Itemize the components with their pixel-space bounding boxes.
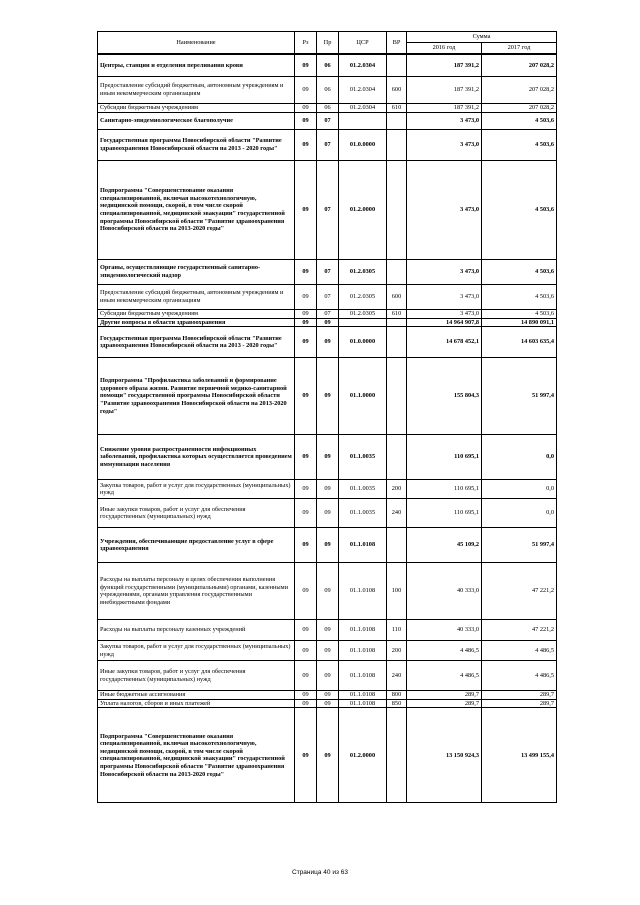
row-vr: 850 [387,699,407,708]
header-year-2016: 2016 год [407,43,482,54]
row-rz: 09 [295,691,317,700]
row-sum-2016: 3 473,0 [407,161,482,260]
row-vr: 200 [387,641,407,661]
table-row [98,285,557,310]
row-vr: 240 [387,661,407,691]
table-row [98,563,557,620]
row-sum-2017: 51 997,4 [482,528,557,563]
row-sum-2016: 289,7 [407,691,482,700]
row-sum-2017: 4 486,5 [482,641,557,661]
row-name: Подпрограмма "Совершенствование оказания специализированной, включая высокотехнологичную, медицинской помощи, скорой, в том числе скорой специализированной, медицинской эвакуации" государственной программы Новосибирской области "Развитие здравоохранения Новосибирской области на 2013-2020 годы" [98,708,295,803]
row-rz: 09 [295,641,317,661]
row-csr: 01.1.0035 [339,499,387,528]
page-footer: Страница 40 из 63 [292,869,348,876]
row-rz: 09 [295,358,317,435]
row-vr [387,161,407,260]
row-vr [387,358,407,435]
table-row [98,260,557,285]
row-name: Государственная программа Новосибирской области "Развитие здравоохранения Новосибирской области на 2013 - 2020 годы" [98,130,295,161]
row-vr [387,260,407,285]
table-row [98,113,557,130]
row-csr: 01.1.0108 [339,641,387,661]
row-sum-2017: 207 028,2 [482,55,557,77]
row-csr: 01.2.0304 [339,77,387,104]
header-name: Наименование [98,32,295,54]
row-vr [387,113,407,130]
row-vr: 610 [387,310,407,319]
row-sum-2017: 51 997,4 [482,358,557,435]
row-sum-2016: 155 804,3 [407,358,482,435]
table-row [98,699,557,708]
table-body [98,54,557,803]
row-rz: 09 [295,113,317,130]
budget-table [97,31,557,803]
row-name: Учреждения, обеспечивающие предоставление услуг в сфере здравоохранения [98,528,295,563]
row-sum-2017: 4 503,6 [482,113,557,130]
header-rz: Рз [295,32,317,54]
row-rz: 09 [295,435,317,480]
row-rz: 09 [295,55,317,77]
row-sum-2016: 3 473,0 [407,113,482,130]
table-row [98,708,557,803]
table-row [98,104,557,113]
row-sum-2016: 4 486,5 [407,661,482,691]
header-vr: ВР [387,32,407,54]
row-sum-2017: 4 503,6 [482,130,557,161]
header-csr: ЦСР [339,32,387,54]
row-vr: 610 [387,104,407,113]
row-sum-2017: 4 486,5 [482,661,557,691]
row-vr: 800 [387,691,407,700]
row-name: Другие вопросы в области здравоохранения [98,318,295,327]
row-rz: 09 [295,708,317,803]
table-row [98,318,557,327]
row-sum-2016: 14 678 452,1 [407,327,482,358]
table-row [98,528,557,563]
row-name: Иные бюджетные ассигнования [98,691,295,700]
row-sum-2016: 3 473,0 [407,285,482,310]
row-rz: 09 [295,699,317,708]
row-sum-2016: 110 695,1 [407,499,482,528]
row-csr: 01.1.0035 [339,480,387,499]
table-row [98,55,557,77]
row-pr: 06 [317,55,339,77]
header-year-2017: 2017 год [482,43,557,54]
row-name: Предоставление субсидий бюджетным, автономным учреждениям и иным некоммерческим организациям [98,77,295,104]
row-vr: 600 [387,285,407,310]
row-rz: 09 [295,285,317,310]
row-pr: 07 [317,260,339,285]
row-sum-2017: 207 028,2 [482,104,557,113]
table-row [98,661,557,691]
row-name: Субсидии бюджетным учреждениям [98,104,295,113]
row-name: Органы, осуществляющие государственный санитарно-эпидемиологический надзор [98,260,295,285]
row-vr [387,528,407,563]
row-pr: 09 [317,499,339,528]
row-pr: 06 [317,104,339,113]
row-pr: 06 [317,77,339,104]
row-csr: 01.2.0000 [339,161,387,260]
row-sum-2017: 4 503,6 [482,161,557,260]
table-row [98,691,557,700]
row-rz: 09 [295,77,317,104]
row-csr: 01.1.0108 [339,563,387,620]
row-sum-2017: 4 503,6 [482,260,557,285]
table-row [98,358,557,435]
row-sum-2017: 0,0 [482,480,557,499]
row-rz: 09 [295,563,317,620]
row-rz: 09 [295,104,317,113]
row-pr: 07 [317,130,339,161]
row-pr: 09 [317,563,339,620]
row-name: Центры, станции и отделения переливания крови [98,55,295,77]
row-name: Закупка товаров, работ и услуг для государственных (муниципальных) нужд [98,641,295,661]
row-rz: 09 [295,310,317,319]
row-pr: 09 [317,358,339,435]
table-row [98,310,557,319]
row-pr: 09 [317,318,339,327]
row-vr [387,55,407,77]
row-rz: 09 [295,661,317,691]
table-row [98,327,557,358]
row-pr: 07 [317,161,339,260]
row-sum-2016: 40 333,0 [407,563,482,620]
row-pr: 09 [317,528,339,563]
row-pr: 09 [317,691,339,700]
header-pr: Пр [317,32,339,54]
row-sum-2017: 0,0 [482,435,557,480]
row-csr: 01.1.0000 [339,358,387,435]
row-pr: 09 [317,620,339,641]
row-pr: 07 [317,310,339,319]
row-pr: 09 [317,327,339,358]
row-rz: 09 [295,318,317,327]
row-sum-2017: 289,7 [482,691,557,700]
row-sum-2016: 187 391,2 [407,104,482,113]
row-vr [387,130,407,161]
row-sum-2016: 4 486,5 [407,641,482,661]
row-csr: 01.0.0000 [339,327,387,358]
row-sum-2016: 289,7 [407,699,482,708]
row-name: Субсидии бюджетным учреждениям [98,310,295,319]
row-sum-2017: 47 221,2 [482,563,557,620]
table-row [98,641,557,661]
row-sum-2017: 13 499 155,4 [482,708,557,803]
row-csr: 01.2.0304 [339,104,387,113]
row-sum-2017: 4 503,6 [482,310,557,319]
row-name: Снижение уровня распространенности инфекционных заболеваний, профилактика которых осуществляется проведением иммунизации населения [98,435,295,480]
row-vr [387,435,407,480]
row-sum-2016: 40 333,0 [407,620,482,641]
row-rz: 09 [295,130,317,161]
table-row [98,77,557,104]
row-name: Расходы на выплаты персоналу в целях обеспечения выполнения функций государственными (муниципальными) органами, казенными учреждениями, органами управления государственными внебюджетными фондами [98,563,295,620]
row-sum-2017: 47 221,2 [482,620,557,641]
row-sum-2016: 13 150 924,3 [407,708,482,803]
row-vr [387,327,407,358]
row-csr [339,113,387,130]
row-name: Санитарно-эпидемиологическое благополучие [98,113,295,130]
row-name: Подпрограмма "Профилактика заболеваний и формирование здорового образа жизни. Развитие первичной медико-санитарной помощи" государственной программы Новосибирской области "Развитие здравоохранения Новосибирской области на 2013-2020 годы" [98,358,295,435]
row-rz: 09 [295,161,317,260]
row-csr: 01.2.0305 [339,285,387,310]
row-csr: 01.2.0000 [339,708,387,803]
row-csr: 01.1.0108 [339,620,387,641]
row-sum-2016: 3 473,0 [407,260,482,285]
row-csr: 01.2.0305 [339,260,387,285]
table-row [98,620,557,641]
row-vr: 110 [387,620,407,641]
row-vr: 240 [387,499,407,528]
row-rz: 09 [295,260,317,285]
row-vr [387,708,407,803]
row-sum-2016: 110 695,1 [407,435,482,480]
row-pr: 09 [317,480,339,499]
row-pr: 09 [317,708,339,803]
row-sum-2017: 4 503,6 [482,285,557,310]
row-rz: 09 [295,480,317,499]
row-sum-2016: 3 473,0 [407,310,482,319]
row-csr: 01.1.0108 [339,661,387,691]
row-sum-2016: 14 964 907,8 [407,318,482,327]
row-name: Иные закупки товаров, работ и услуг для обеспечения государственных (муниципальных) нужд [98,661,295,691]
row-name: Подпрограмма "Совершенствование оказания специализированной, включая высокотехнологичную, медицинской помощи, скорой, в том числе скорой специализированной, медицинской эвакуации" государственной программы Новосибирской области "Развитие здравоохранения Новосибирской области на 2013-2020 годы" [98,161,295,260]
row-pr: 09 [317,661,339,691]
row-sum-2016: 3 473,0 [407,130,482,161]
row-sum-2017: 14 603 635,4 [482,327,557,358]
row-csr: 01.1.0108 [339,528,387,563]
row-pr: 09 [317,641,339,661]
row-name: Уплата налогов, сборов и иных платежей [98,699,295,708]
row-sum-2016: 110 695,1 [407,480,482,499]
row-rz: 09 [295,528,317,563]
row-csr: 01.1.0108 [339,691,387,700]
row-sum-2017: 289,7 [482,699,557,708]
table-row [98,499,557,528]
row-rz: 09 [295,499,317,528]
row-vr: 100 [387,563,407,620]
row-name: Государственная программа Новосибирской области "Развитие здравоохранения Новосибирской области на 2013 - 2020 годы" [98,327,295,358]
table-row [98,130,557,161]
table-row [98,161,557,260]
row-csr: 01.1.0108 [339,699,387,708]
row-vr: 600 [387,77,407,104]
row-sum-2017: 207 028,2 [482,77,557,104]
row-name: Предоставление субсидий бюджетным, автономным учреждениям и иным некоммерческим организациям [98,285,295,310]
row-pr: 07 [317,285,339,310]
row-csr: 01.0.0000 [339,130,387,161]
row-sum-2016: 45 109,2 [407,528,482,563]
row-name: Закупка товаров, работ и услуг для государственных (муниципальных) нужд [98,480,295,499]
row-rz: 09 [295,620,317,641]
row-vr: 200 [387,480,407,499]
row-csr: 01.2.0305 [339,310,387,319]
row-name: Иные закупки товаров, работ и услуг для обеспечения государственных (муниципальных) нужд [98,499,295,528]
row-rz: 09 [295,327,317,358]
row-csr [339,318,387,327]
row-sum-2016: 187 391,2 [407,55,482,77]
row-vr [387,318,407,327]
row-sum-2017: 0,0 [482,499,557,528]
row-sum-2016: 187 391,2 [407,77,482,104]
row-pr: 09 [317,699,339,708]
row-pr: 09 [317,435,339,480]
row-name: Расходы на выплаты персоналу казенных учреждений [98,620,295,641]
header-sum: Сумма [407,32,557,43]
row-sum-2017: 14 890 091,1 [482,318,557,327]
row-csr: 01.1.0035 [339,435,387,480]
row-pr: 07 [317,113,339,130]
table-row [98,435,557,480]
row-csr: 01.2.0304 [339,55,387,77]
table-row [98,480,557,499]
